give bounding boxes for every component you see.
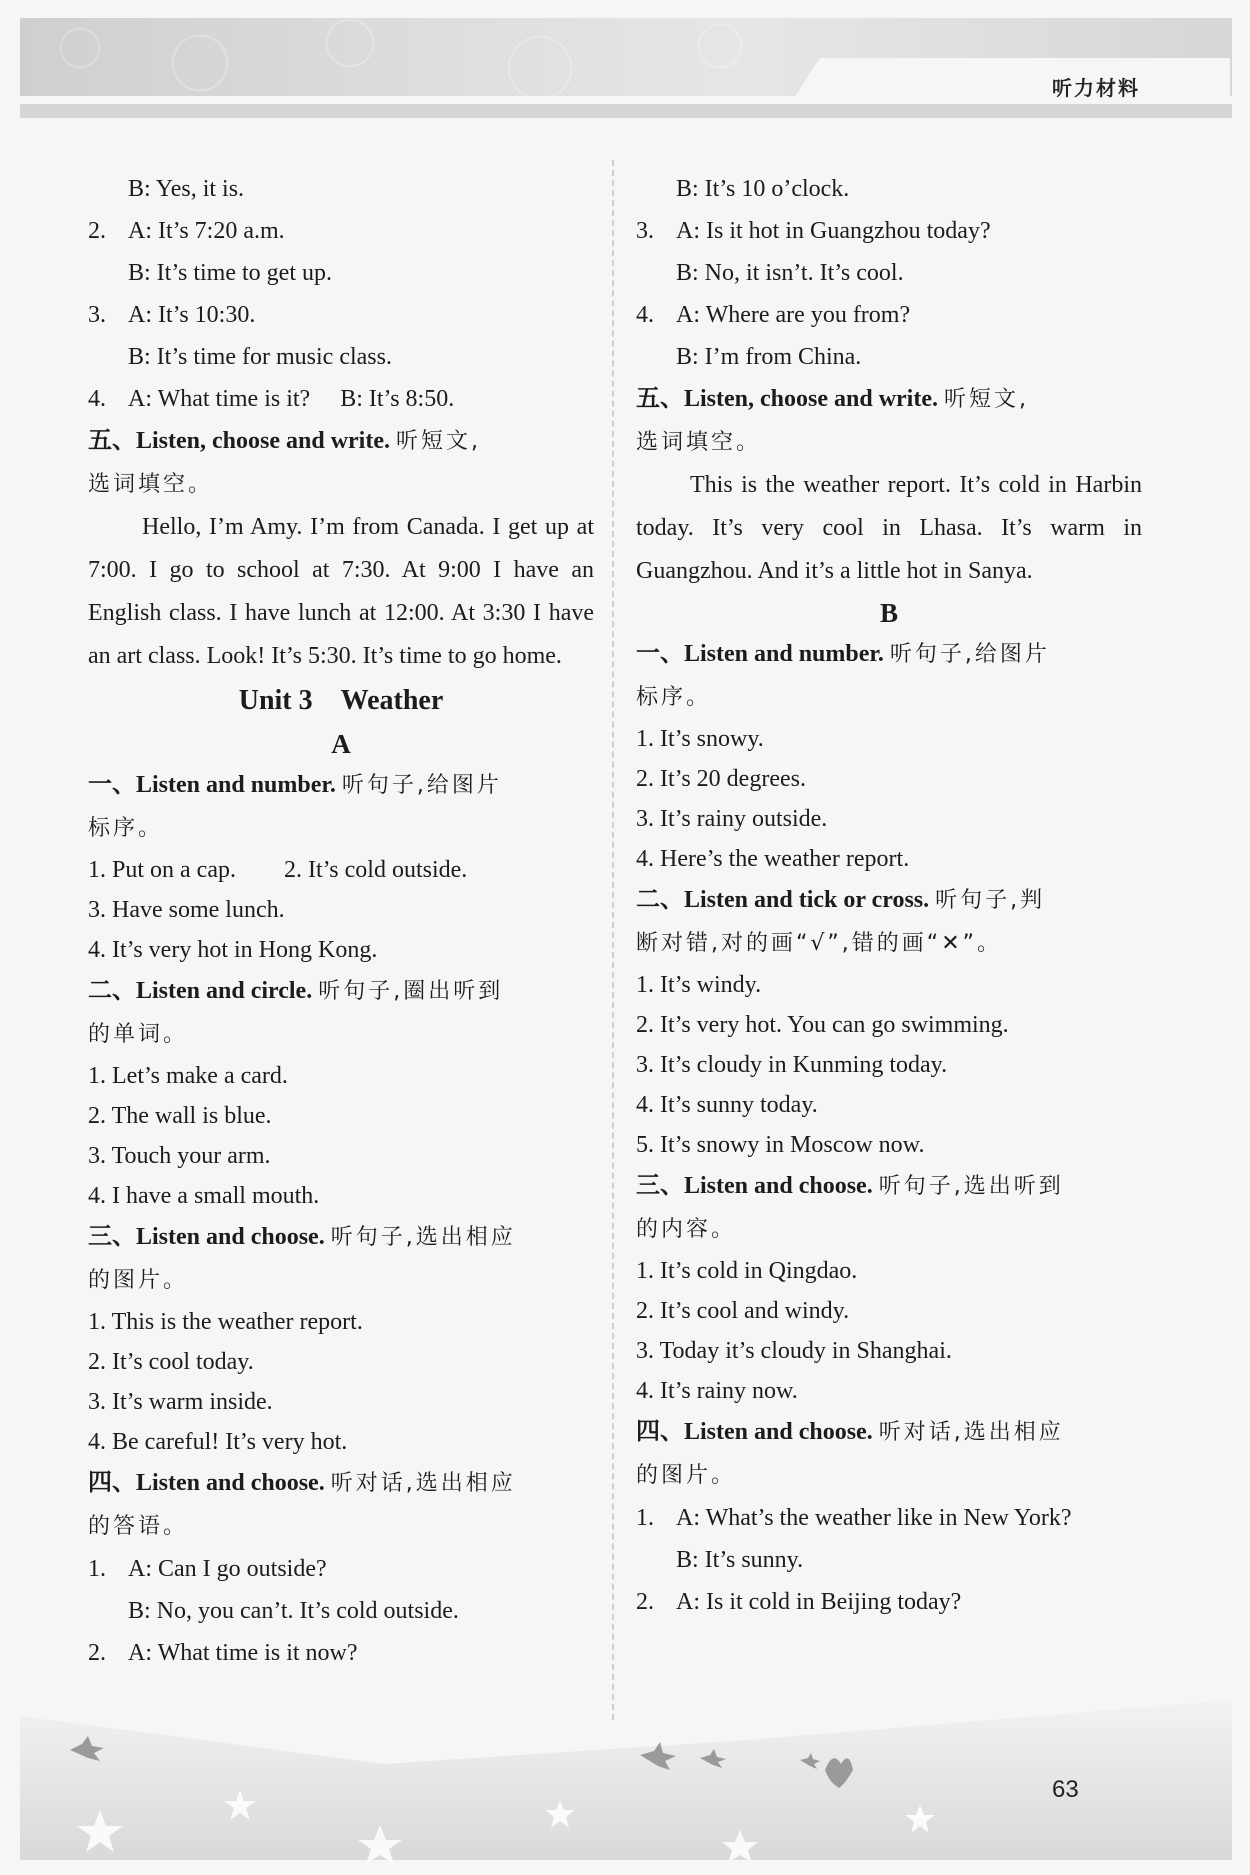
list-item: 4. It’s rainy now. — [636, 1378, 798, 1404]
part-label: A — [331, 729, 351, 759]
header-rule — [20, 104, 1232, 118]
list-item: 3. Touch your arm. — [88, 1143, 271, 1169]
section-heading-cont: 标序。 — [636, 685, 712, 710]
list-item: 3. Have some lunch. — [88, 897, 285, 923]
column-divider — [612, 160, 614, 1720]
list-item: 1. Put on a cap. 2. It’s cold outside. — [88, 857, 468, 883]
list-item: 3. It’s rainy outside. — [636, 806, 828, 832]
dialog-line: B: No, you can’t. It’s cold outside. — [128, 1598, 459, 1624]
list-item: 4. Here’s the weather report. — [636, 846, 910, 872]
list-item: 4. It’s sunny today. — [636, 1092, 818, 1118]
section-heading: 二、Listen and circle. 听句子,圈出听到 — [88, 978, 504, 1004]
dialog-line: 2. A: Is it cold in Beijing today? — [636, 1589, 962, 1615]
left-column — [88, 168, 594, 1674]
section-heading: 一、Listen and number. 听句子,给图片 — [88, 772, 502, 798]
dialog-line: 1. A: Can I go outside? — [88, 1556, 327, 1582]
section-heading-cont: 的单词。 — [88, 1022, 189, 1047]
list-item: 5. It’s snowy in Moscow now. — [636, 1132, 925, 1158]
dialog-line: B: It’s time to get up. — [128, 260, 332, 286]
dialog-line: B: It’s sunny. — [676, 1547, 804, 1573]
dialog-line: B: No, it isn’t. It’s cool. — [676, 260, 904, 286]
list-item: 1. It’s windy. — [636, 972, 762, 998]
section-heading-cont: 的图片。 — [88, 1268, 189, 1293]
list-item: 1. It’s cold in Qingdao. — [636, 1258, 858, 1284]
dialog-line: B: It’s time for music class. — [128, 344, 392, 370]
section-heading: 三、Listen and choose. 听句子,选出听到 — [636, 1173, 1064, 1199]
list-item: 2. It’s 20 degrees. — [636, 766, 806, 792]
dialog-line: B: I’m from China. — [676, 344, 862, 370]
list-item: 4. I have a small mouth. — [88, 1183, 320, 1209]
section-heading: 四、Listen and choose. 听对话,选出相应 — [636, 1419, 1064, 1445]
section-heading-cont: 的内容。 — [636, 1217, 737, 1242]
section-heading: 一、Listen and number. 听句子,给图片 — [636, 641, 1050, 667]
section-heading: 四、Listen and choose. 听对话,选出相应 — [88, 1470, 516, 1496]
passage: This is the weather report. It’s cold in Harbin today. It’s very cool in Lhasa. It’s warm in Guangzhou. And it’s a little hot in Sanya. — [636, 472, 1142, 584]
section-heading-cont: 的答语。 — [88, 1514, 189, 1539]
dialog-line: 2. A: It’s 7:20 a.m. — [88, 218, 285, 244]
unit-title: Unit 3 Weather — [238, 685, 444, 716]
section-heading-cont: 的图片。 — [636, 1463, 737, 1488]
section-heading-cont: 标序。 — [88, 816, 164, 841]
list-item: 2. It’s very hot. You can go swimming. — [636, 1012, 1009, 1038]
list-item: 2. The wall is blue. — [88, 1103, 272, 1129]
list-item: 3. It’s cloudy in Kunming today. — [636, 1052, 948, 1078]
list-item: 4. It’s very hot in Hong Kong. — [88, 937, 378, 963]
section-heading: 五、Listen, choose and write. 听短文, — [636, 386, 1029, 412]
list-item: 1. It’s snowy. — [636, 726, 764, 752]
dialog-line: B: Yes, it is. — [128, 176, 245, 202]
list-item: 3. Today it’s cloudy in Shanghai. — [636, 1338, 952, 1364]
part-label: B — [879, 598, 898, 628]
passage: Hello, I’m Amy. I’m from Canada. I get up at 7:00. I go to school at 7:30. At 9:00 I have an English class. I have lunch at 12:00. At 3:30 I have an art class. Look! It’s 5:30. It’s time to go home. — [88, 514, 594, 669]
section-heading-cont: 选词填空。 — [88, 472, 214, 497]
header-label: 听力材料 — [1052, 76, 1140, 100]
dialog-line: 4. A: What time is it? B: It’s 8:50. — [88, 386, 455, 412]
right-column — [636, 168, 1142, 1623]
section-heading-cont: 断对错,对的画“√”,错的画“✕”。 — [636, 931, 1003, 956]
section-heading: 二、Listen and tick or cross. 听句子,判 — [636, 887, 1046, 913]
dialog-line: 3. A: Is it hot in Guangzhou today? — [636, 218, 991, 244]
list-item: 2. It’s cool today. — [88, 1349, 254, 1375]
header-tab — [790, 58, 1230, 104]
list-item: 2. It’s cool and windy. — [636, 1298, 850, 1324]
page-number: 63 — [1052, 1776, 1079, 1803]
section-heading-cont: 选词填空。 — [636, 430, 762, 455]
dialog-line: 2. A: What time is it now? — [88, 1640, 358, 1666]
dialog-line: 1. A: What’s the weather like in New York? — [636, 1505, 1072, 1531]
dialog-line: 3. A: It’s 10:30. — [88, 302, 256, 328]
section-heading: 三、Listen and choose. 听句子,选出相应 — [88, 1224, 516, 1250]
list-item: 3. It’s warm inside. — [88, 1389, 273, 1415]
star-decoration-icon — [40, 1730, 1140, 1870]
list-item: 1. This is the weather report. — [88, 1309, 363, 1335]
dialog-line: B: It’s 10 o’clock. — [676, 176, 850, 202]
list-item: 1. Let’s make a card. — [88, 1063, 288, 1089]
list-item: 4. Be careful! It’s very hot. — [88, 1429, 348, 1455]
dialog-line: 4. A: Where are you from? — [636, 302, 911, 328]
section-heading: 五、Listen, choose and write. 听短文, — [88, 428, 481, 454]
